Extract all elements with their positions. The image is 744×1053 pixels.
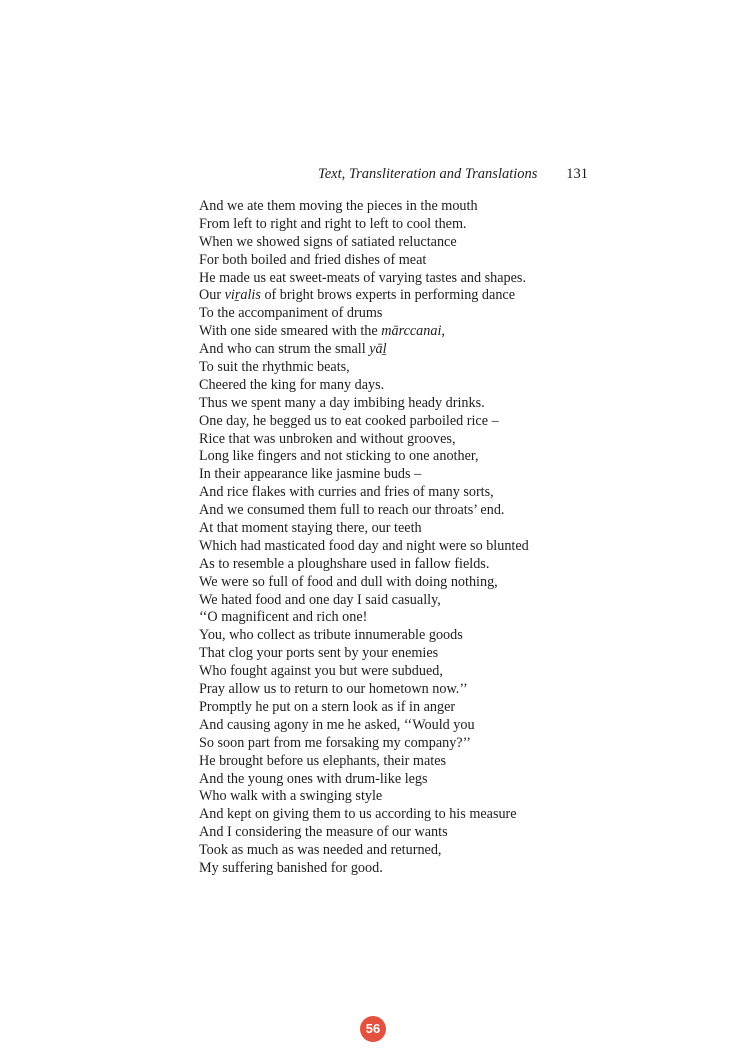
poem-line: As to resemble a ploughshare used in fallow fields. [199, 555, 490, 572]
poem-line: That clog your ports sent by your enemies [199, 645, 439, 662]
poem-line: Cheered the king for many days. [199, 376, 385, 393]
italic-term: mārccanai [381, 323, 442, 340]
poem-line: To suit the rhythmic beats, [199, 359, 350, 376]
poem-line: Thus we spent many a day imbibing heady drinks. [199, 394, 485, 411]
poem-line: Who fought against you but were subdued, [199, 663, 443, 680]
poem-line: You, who collect as tribute innumerable goods [199, 627, 463, 644]
poem-line: So soon part from me forsaking my company?’’ [199, 734, 471, 751]
poem-line: We hated food and one day I said casually, [199, 591, 441, 608]
italic-term: yāḻ [369, 341, 387, 358]
poem-line: Rice that was unbroken and without grooves, [199, 430, 456, 447]
poem-line: From left to right and right to left to cool them. [199, 215, 467, 232]
poem-line: My suffering banished for good. [199, 859, 383, 876]
poem-line: In their appearance like jasmine buds – [199, 466, 422, 483]
poem-line: Took as much as was needed and returned, [199, 842, 442, 859]
poem-line: Which had masticated food day and night were so blunted [199, 537, 529, 554]
poem-line: Our viṟalis of bright brows experts in performing dance [199, 287, 516, 304]
poem-line: And causing agony in me he asked, ‘‘Would you [199, 716, 475, 733]
poem-line: ‘‘O magnificent and rich one! [199, 609, 368, 626]
poem-text [199, 198, 599, 878]
running-head [318, 163, 588, 185]
poem-line: Who walk with a swinging style [199, 788, 383, 805]
poem-line: And I considering the measure of our wants [199, 824, 448, 841]
poem-line: When we showed signs of satiated reluctance [199, 233, 457, 250]
running-title: Text, Transliteration and Translations [318, 166, 538, 182]
page-number-badge: 56 [360, 1016, 386, 1042]
poem-line: He brought before us elephants, their mates [199, 752, 447, 769]
poem-line: He made us eat sweet-meats of varying tastes and shapes. [199, 269, 526, 286]
poem-line: At that moment staying there, our teeth [199, 520, 422, 537]
italic-term: viṟalis [224, 287, 261, 304]
poem-line: With one side smeared with the mārccanai, [199, 323, 445, 340]
poem-line: Pray allow us to return to our hometown now.’’ [199, 681, 468, 698]
poem-line: Long like fingers and not sticking to one another, [199, 448, 479, 465]
poem-line: And we consumed them full to reach our throats’ end. [199, 502, 505, 519]
poem-line: One day, he begged us to eat cooked parboiled rice – [199, 412, 499, 429]
poem-line: We were so full of food and dull with doing nothing, [199, 573, 498, 590]
poem-line: And kept on giving them to us according to his measure [199, 806, 517, 823]
poem-line: And who can strum the small yāḻ [199, 341, 387, 358]
poem-line: To the accompaniment of drums [199, 305, 383, 322]
folio-number: 131 [566, 166, 588, 182]
poem-line: For both boiled and fried dishes of meat [199, 251, 427, 268]
poem-line: Promptly he put on a stern look as if in anger [199, 698, 456, 715]
poem-line: And rice flakes with curries and fries of many sorts, [199, 484, 494, 501]
poem-line: And we ate them moving the pieces in the mouth [199, 198, 478, 214]
poem-line: And the young ones with drum-like legs [199, 770, 428, 787]
